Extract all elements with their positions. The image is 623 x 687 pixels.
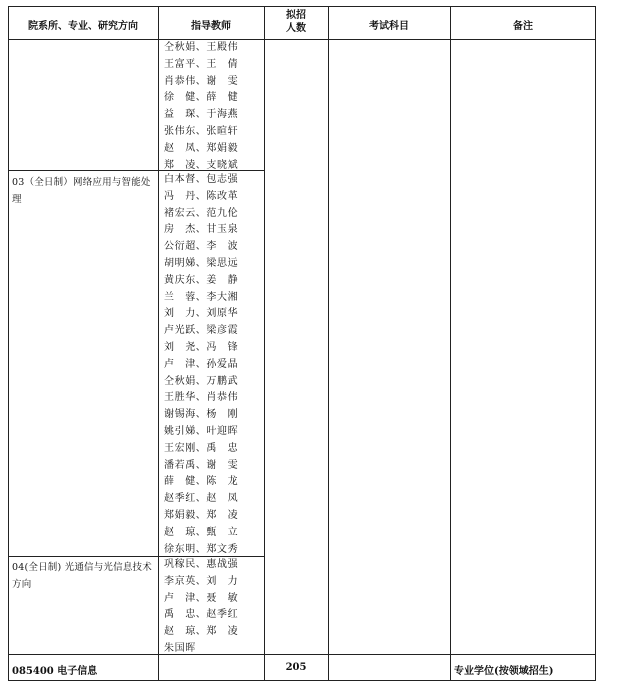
header-department: 院系所、专业、研究方向 <box>28 21 138 32</box>
teacher-line: 徐东明、郑文秀 <box>164 543 239 555</box>
teacher-line: 仝秋娟、万鹏武 <box>164 375 239 387</box>
teacher-line: 谢锡海、杨 刚 <box>164 409 239 421</box>
teacher-line: 兰 蓉、李大湘 <box>164 291 239 303</box>
header-advisors: 指导教师 <box>191 21 231 32</box>
teacher-line: 冯 丹、陈改革 <box>164 190 239 202</box>
teacher-line: 刘 力、刘原华 <box>164 308 239 320</box>
teacher-line: 徐 健、薛 健 <box>164 92 239 104</box>
teacher-list-1 <box>164 40 238 174</box>
teacher-line: 赵 琼、甄 立 <box>164 526 239 538</box>
col-divider <box>158 6 159 681</box>
teacher-line: 仝秋娟、王殿伟 <box>164 42 239 53</box>
teacher-line: 胡明娣、梁思远 <box>164 257 239 269</box>
teacher-line: 卢光跃、梁彦霞 <box>164 325 239 337</box>
teacher-line: 黄庆东、姜 静 <box>164 274 239 286</box>
admission-count: 205 <box>285 662 307 673</box>
table-border-top <box>8 6 596 7</box>
teacher-line: 张伟东、张暄轩 <box>164 125 239 137</box>
table-border-left <box>8 6 9 681</box>
col-divider <box>328 6 329 681</box>
teacher-line: 卢 津、孙爱晶 <box>164 358 239 370</box>
teacher-list-2 <box>164 172 238 558</box>
header-divider <box>8 39 596 40</box>
teacher-line: 褚宏云、范九伦 <box>164 207 239 219</box>
admission-table <box>8 6 596 681</box>
teacher-list-3 <box>164 557 238 658</box>
teacher-line: 王胜华、肖恭伟 <box>164 392 239 404</box>
teacher-line: 姚引娣、叶迎晖 <box>164 425 239 437</box>
teacher-line: 肖恭伟、谢 雯 <box>164 75 239 87</box>
table-border-bottom <box>8 680 596 681</box>
teacher-line: 白本督、包志强 <box>164 174 239 185</box>
program-code-name: 085400 电子信息 <box>12 666 98 677</box>
teacher-line: 朱国晖 <box>164 642 196 654</box>
teacher-line: 巩稼民、惠战强 <box>164 559 239 570</box>
teacher-line: 公衍超、李 波 <box>164 241 239 253</box>
header-remarks: 备注 <box>513 21 533 32</box>
footer-divider <box>8 654 596 655</box>
research-direction-04: 04(全日制) 光通信与光信息技术方向 <box>12 562 152 590</box>
teacher-line: 郑娟毅、郑 凌 <box>164 509 239 521</box>
table-border-right <box>595 6 596 681</box>
teacher-line: 王富平、王 倩 <box>164 58 239 70</box>
teacher-line: 薛 健、陈 龙 <box>164 476 239 488</box>
teacher-line: 赵季红、赵 凤 <box>164 493 239 505</box>
teacher-line: 潘若禹、谢 雯 <box>164 459 239 471</box>
teacher-line: 赵 凤、郑娟毅 <box>164 142 239 154</box>
header-exam: 考试科目 <box>369 21 409 32</box>
teacher-line: 禹 忠、赵季红 <box>164 609 239 621</box>
header-plan <box>264 9 328 35</box>
teacher-line: 益 琛、于海燕 <box>164 109 239 121</box>
teacher-line: 王宏刚、禹 忠 <box>164 442 239 454</box>
header-plan-line1: 拟招 <box>286 10 306 21</box>
col-divider <box>450 6 451 681</box>
teacher-line: 李京英、刘 力 <box>164 575 239 587</box>
teacher-line: 房 杰、甘玉泉 <box>164 224 239 236</box>
header-plan-line2: 人数 <box>286 23 306 34</box>
teacher-line: 赵 琼、郑 凌 <box>164 626 239 638</box>
research-direction-03: 03（全日制）网络应用与智能处理 <box>12 177 151 205</box>
col-divider <box>264 6 265 681</box>
degree-type-note: 专业学位(按领域招生) <box>454 666 554 677</box>
teacher-line: 郑 凌、支晓斌 <box>164 159 239 171</box>
teacher-line: 卢 津、聂 敏 <box>164 592 239 604</box>
teacher-line: 刘 尧、冯 锋 <box>164 341 239 353</box>
